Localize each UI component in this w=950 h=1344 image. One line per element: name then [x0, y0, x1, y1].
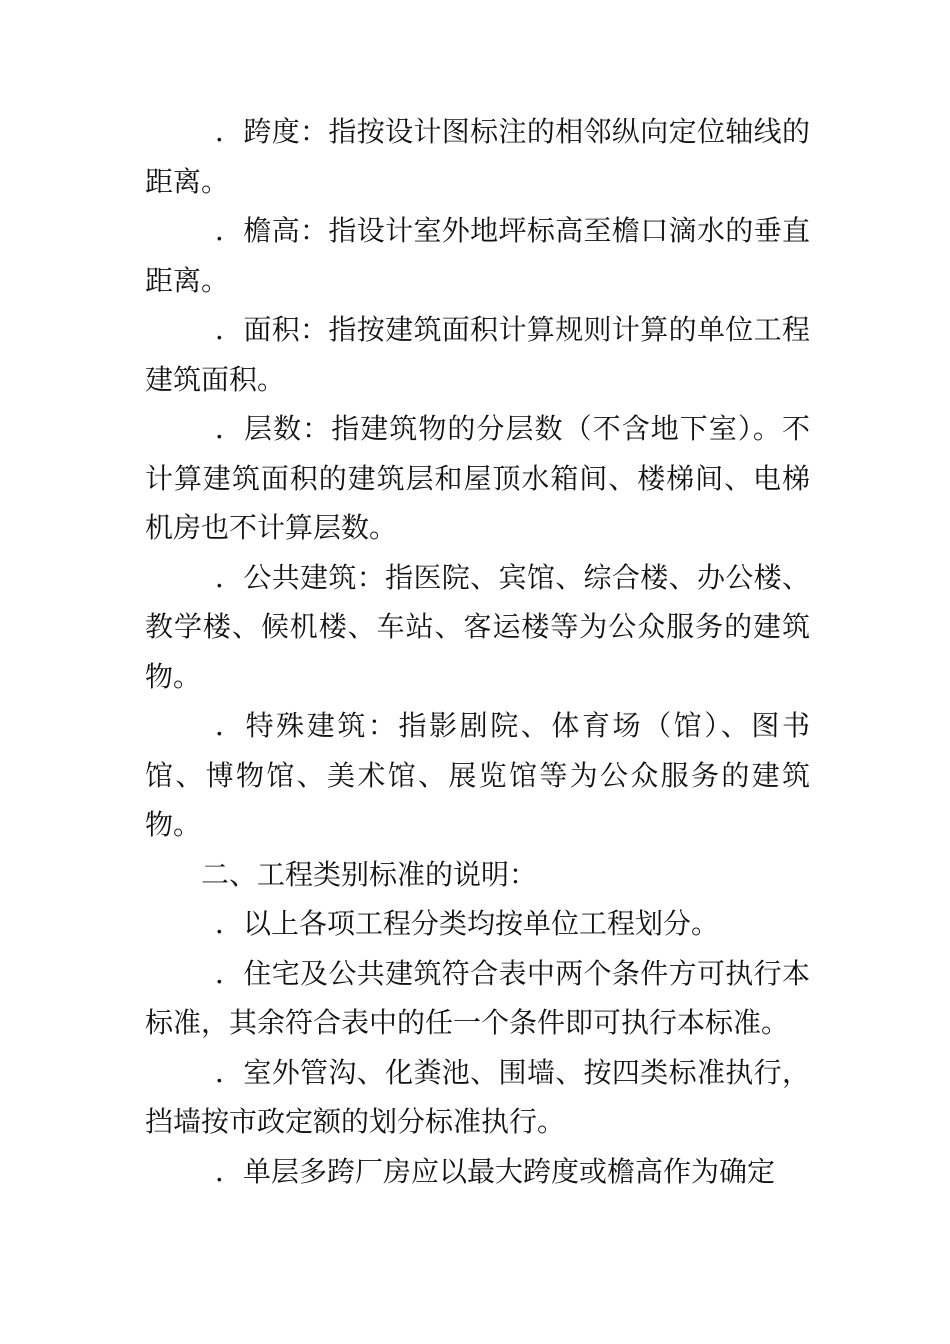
document-body: [145, 107, 810, 1196]
paragraph-multi-span-plant: ．单层多跨厂房应以最大跨度或檐高作为确定: [215, 1154, 776, 1188]
paragraph-floors: ．层数：指建筑物的分层数（不含地下室）。不计算建筑面积的建筑层和屋顶水箱间、楼梯间、电梯机房也不计算层数。: [145, 412, 810, 544]
paragraph-classification-basis: ．以上各项工程分类均按单位工程划分。: [215, 907, 720, 940]
paragraph-special-buildings: ．特殊建筑：指影剧院、体育场（馆）、图书馆、博物馆、美术馆、展览馆等为公众服务的建筑物。: [145, 709, 810, 841]
paragraph-outdoor-works: ．室外管沟、化粪池、围墙、按四类标准执行，挡墙按市政定额的划分标准执行。: [145, 1055, 810, 1138]
paragraph-public-buildings: ．公共建筑：指医院、宾馆、综合楼、办公楼、教学楼、候机楼、车站、客运楼等为公众服务的建筑物。: [145, 560, 810, 693]
paragraph-span: ．跨度：指按设计图标注的相邻纵向定位轴线的距离。: [145, 115, 810, 198]
paragraph-eaves-height: ．檐高：指设计室外地坪标高至檐口滴水的垂直距离。: [145, 214, 810, 297]
paragraph-residential-public: ．住宅及公共建筑符合表中两个条件方可执行本标准，其余符合表中的任一个条件即可执行本标准。: [145, 956, 810, 1039]
section-heading: 二、工程类别标准的说明：: [201, 857, 538, 891]
paragraph-area: ．面积：指按建筑面积计算规则计算的单位工程建筑面积。: [145, 313, 810, 396]
